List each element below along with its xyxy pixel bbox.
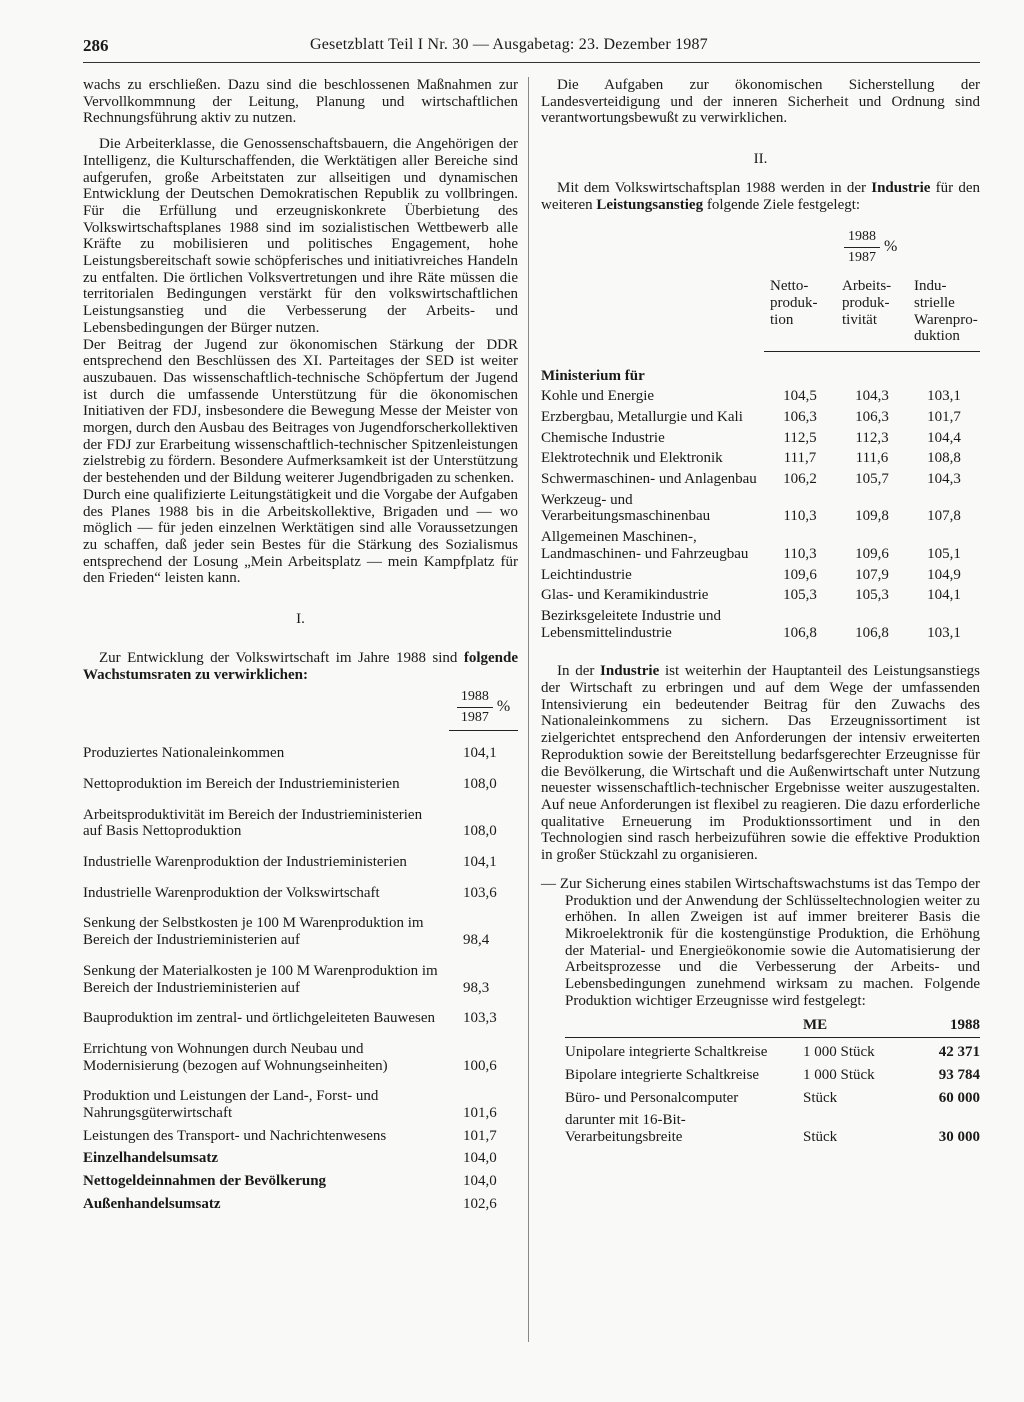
section-heading-ii: II. [753, 151, 768, 168]
ministry-rows [541, 384, 980, 641]
table-row [541, 488, 980, 525]
value-waren: 104,1 [927, 587, 961, 604]
value-netto: 110,3 [783, 545, 817, 562]
table-row [565, 1038, 980, 1061]
table-header-row [83, 689, 518, 731]
paragraph: Die Aufgaben zur ökonomischen Sicherstellung der Landesverteidigung und der inneren Sicherheit und Ordnung sind verantwortungsbewußt zu verwirklichen. [541, 77, 980, 127]
table-row [541, 563, 980, 584]
row-label: Produktion und Leistungen der Land-, Forst- und Nahrungsgüterwirtschaft [83, 1088, 379, 1122]
ratio-header-row [541, 219, 980, 278]
row-label: Werkzeug- und Verarbeitungsmaschinenbau [541, 491, 711, 525]
table-row [83, 871, 518, 902]
product-value: 30 000 [938, 1128, 980, 1145]
group-label: Ministerium für [541, 367, 645, 384]
value-arbeit: 111,6 [855, 450, 889, 467]
products-header-year: 1988 [903, 1017, 980, 1037]
value-waren: 101,7 [927, 408, 961, 425]
row-value: 104,1 [463, 854, 497, 871]
row-label: Produziertes Nationaleinkommen [83, 745, 285, 762]
value-arbeit: 105,3 [855, 587, 889, 604]
row-label: Außenhandelsumsatz [83, 1195, 221, 1212]
table-row [541, 446, 980, 467]
growth-rate-table [83, 689, 518, 1212]
ratio-numerator: 1988 [457, 689, 493, 708]
row-value: 104,0 [463, 1150, 497, 1167]
product-unit: 1 000 Stück [803, 1044, 875, 1061]
percent-sign: % [884, 238, 898, 256]
table-row [541, 525, 980, 562]
value-arbeit: 109,8 [855, 508, 889, 525]
row-label: Bezirksgeleitete Industrie und Lebensmittelindustrie [541, 607, 721, 641]
product-label: Unipolare integrierte Schaltkreise [565, 1044, 768, 1061]
table-row [83, 762, 518, 793]
value-waren: 103,1 [927, 388, 961, 405]
section-heading-i: I. [296, 611, 305, 628]
product-unit: 1 000 Stück [803, 1066, 875, 1083]
intro-bold-text: folgende Wachstumsraten zu verwirklichen: [83, 649, 518, 683]
value-netto: 106,8 [783, 624, 817, 641]
table-row [83, 1122, 518, 1145]
ministry-table [541, 219, 980, 641]
paragraph: Die Arbeiterklasse, die Genossenschaftsbauern, die Angehörigen der Intelligenz, die Kulturschaffenden, die Werktätigen aller Bereiche sind aufgerufen, große Arbeitstaten zur allseitigen und dynamischen Entwicklung der Deutschen Demokratischen Republik zu vollbringen. Für die Erfüllung und erzeugniskonkrete Überbietung des Volkswirtschaftsplanes 1988 sind im sozialistischen Wettbewerb alle Kräfte zu mobilisieren und politisches Engagement, hohe Leistungsbereitschaft sowie schöpferisches und initiativreiches Handeln zu entfalten. Die örtlichen Volksvertretungen und ihre Räte müssen die territorialen Bedingungen verstärkt für den volkswirtschaftlichen Leistungsanstieg und die Verbesserung der Arbeits- und Lebensbedingungen der Bürger nutzen. [83, 136, 518, 336]
page-number: 286 [83, 36, 109, 55]
column-header-waren: Indu- strielle Warenpro- duktion [908, 278, 980, 351]
row-label: Bauproduktion im zentral- und örtlichgeleiteten Bauwesen [83, 1010, 435, 1027]
table-row [83, 901, 518, 948]
value-waren: 107,8 [927, 508, 961, 525]
row-label: Senkung der Materialkosten je 100 M Warenproduktion im Bereich der Industrieministerien auf [83, 962, 438, 996]
table-row [83, 1027, 518, 1074]
value-netto: 105,3 [783, 587, 817, 604]
table-row [541, 426, 980, 447]
product-label: darunter mit 16-Bit-Verarbeitungsbreite [565, 1112, 686, 1145]
column-divider [528, 77, 529, 1342]
ratio-header [449, 689, 518, 731]
table-row [83, 1074, 518, 1121]
row-label: Einzelhandelsumsatz [83, 1150, 219, 1167]
value-arbeit: 106,8 [855, 624, 889, 641]
product-label: Büro- und Personalcomputer [565, 1089, 739, 1106]
row-label: Chemische Industrie [541, 429, 665, 446]
column-header-arbeit: Arbeits- produk- tivität [836, 278, 908, 351]
row-label: Industrielle Warenproduktion der Volkswirtschaft [83, 884, 380, 901]
table-row [565, 1084, 980, 1107]
column-header-netto: Netto- produk- tion [764, 278, 836, 351]
products-header-me: ME [803, 1017, 903, 1037]
row-label: Schwermaschinen- und Anlagenbau [541, 471, 757, 488]
table-row [83, 1144, 518, 1167]
table-row [83, 793, 518, 840]
paragraph: Der Beitrag der Jugend zur ökonomischen Stärkung der DDR entsprechend den Beschlüssen des XI. Parteitages der SED ist weiter auszubauen. Das wissenschaftlich-technische Schöpfertum der Jugend ist durch die umfassende Unterstützung für die ökonomischen Initiativen der FDJ, insbesondere die Bewegung Messe der Meister von morgen, durch den Ausbau des Beitrages von Jugendforscherkollektiven der FDJ zur Erarbeitung wissenschaftlich-technischer Spitzenleistungen zielstrebig zu fördern. Besondere Aufmerksamkeit ist der Unterstützung der bestehenden und der Bildung weiterer Jugendbrigaden zu schenken. [83, 336, 518, 487]
row-label: Leistungen des Transport- und Nachrichtenwesens [83, 1127, 387, 1144]
value-netto: 110,3 [783, 508, 817, 525]
row-value: 101,6 [463, 1105, 497, 1122]
growth-rows [83, 731, 518, 1213]
value-netto: 106,3 [783, 408, 817, 425]
running-title: Gesetzblatt Teil I Nr. 30 — Ausgabetag: 23. Dezember 1987 [310, 36, 708, 53]
row-label: Senkung der Selbstkosten je 100 M Warenproduktion im Bereich der Industrieministerien auf [83, 915, 424, 949]
product-value: 93 784 [938, 1066, 980, 1083]
table-row [565, 1106, 980, 1145]
value-waren: 105,1 [927, 545, 961, 562]
row-label: Industrielle Warenproduktion der Industrieministerien [83, 854, 407, 871]
value-netto: 109,6 [783, 566, 817, 583]
product-value: 42 371 [938, 1044, 980, 1061]
table-row [83, 1167, 518, 1190]
left-column [83, 77, 518, 1213]
table-row [541, 405, 980, 426]
product-unit: Stück [803, 1128, 838, 1145]
value-arbeit: 107,9 [855, 566, 889, 583]
paragraph: Durch eine qualifizierte Leitungstätigkeit und die Vorgabe der Aufgaben des Planes 1988 bis in die Arbeitskollektive, Brigaden und — wo möglich — für jeden einzelnen Werktätigen sind alle Voraussetzungen zu schaffen, daß jeder sein Bestes für die Stärkung des Sozialismus entsprechend der Losung „Mein Arbeitsplatz — mein Kampfplatz für den Frieden“ leisten kann. [83, 486, 518, 587]
product-unit: Stück [803, 1089, 838, 1106]
ratio-denominator: 1987 [460, 710, 489, 726]
column-header-row [541, 278, 980, 351]
table-row [83, 840, 518, 871]
dash-paragraph: — Zur Sicherung eines stabilen Wirtschaftswachstums ist das Tempo der Produktion und der Anwendung der Schlüsseltechnologien weiter zu erhöhen. In allen Zweigen ist auf immer breiterer Basis die Mikroelektronik für die kostengünstige Produktion, die Erhöhung der Material- und Energieökonomie sowie die Automatisierung der Arbeitsprozesse und die Verbesserung der Arbeits- und Lebensbedingungen zunehmend wirksam zu machen. Folgende Produktion wichtiger Erzeugnisse wird festgelegt: [541, 875, 980, 1009]
intro-text: Zur Entwicklung der Volkswirtschaft im Jahre 1988 sind [99, 649, 458, 666]
row-label: Arbeitsproduktivität im Bereich der Industrieministerien auf Basis Nettoproduktion [83, 806, 423, 840]
value-arbeit: 112,3 [855, 429, 889, 446]
table-row [83, 1190, 518, 1213]
value-waren: 103,1 [927, 624, 961, 641]
percent-sign: % [496, 698, 511, 716]
product-rows [565, 1038, 980, 1146]
table-row [541, 384, 980, 405]
row-label: Erzbergbau, Metallurgie und Kali [541, 408, 743, 425]
table-row [541, 467, 980, 488]
row-value: 104,0 [463, 1173, 497, 1190]
value-waren: 104,4 [927, 429, 961, 446]
row-label: Nettoproduktion im Bereich der Industrieministerien [83, 775, 400, 792]
ratio-denominator: 1987 [848, 250, 876, 266]
value-arbeit: 106,3 [855, 408, 889, 425]
row-value: 102,6 [463, 1195, 497, 1212]
row-value: 98,4 [463, 932, 490, 949]
value-netto: 104,5 [783, 388, 817, 405]
row-label: Kohle und Energie [541, 388, 655, 405]
paragraph: In der Industrie ist weiterhin der Hauptanteil des Leistungsanstiegs der Wirtschaft zu erbringen und auf dem Wege der umfassenden Intensivierung ein bedeutender Beitrag für den Zuwachs des Nationaleinkommens zu sichern. Das Erzeugnissortiment ist zielgerichtet entsprechend den Anforderungen der intensiv erweiterten Reproduktion sowie der Bereitstellung bedarfsgerechter Erzeugnisse für die Bevölkerung, die Wirtschaft und die Außenwirtschaft unter Nutzung neuester wissenschaftlich-technischer Ergebnisse weiter auszugestalten. Auf neue Anforderungen ist flexibel zu reagieren. Die dazu erforderliche qualitative Erneuerung im Produktionssortiment und in den Technologien sind rasch herbeizuführen sowie die effektive Produktion in großer Stückzahl zu organisieren. [541, 663, 981, 864]
product-value: 60 000 [938, 1089, 980, 1106]
table-row [541, 583, 980, 604]
product-label: Bipolare integrierte Schaltkreise [565, 1066, 760, 1083]
row-label: Errichtung von Wohnungen durch Neubau und Modernisierung (bezogen auf Wohnungseinheiten) [83, 1040, 388, 1074]
value-waren: 108,8 [927, 450, 961, 467]
products-header-row [565, 1017, 980, 1037]
value-netto: 106,2 [783, 471, 817, 488]
row-value: 100,6 [463, 1057, 497, 1074]
value-netto: 111,7 [783, 450, 817, 467]
table-row [83, 731, 518, 762]
table-row [83, 996, 518, 1027]
row-value: 108,0 [463, 775, 497, 792]
section-intro [83, 650, 518, 683]
products-table [565, 1017, 980, 1145]
row-value: 103,3 [463, 1010, 497, 1027]
value-netto: 112,5 [783, 429, 817, 446]
row-label: Nettogeldeinnahmen der Bevölkerung [83, 1173, 327, 1190]
row-value: 104,1 [463, 745, 497, 762]
row-value: 101,7 [463, 1127, 497, 1144]
row-label: Elektrotechnik und Elektronik [541, 450, 723, 467]
row-value: 103,6 [463, 884, 497, 901]
row-label: Allgemeinen Maschinen-, Landmaschinen- und Fahrzeugbau [541, 529, 749, 562]
section-intro: Mit dem Volkswirtschaftsplan 1988 werden in der Industrie für den weiteren Leistungsanstieg folgende Ziele festgelegt: [541, 179, 981, 213]
row-value: 108,0 [463, 823, 497, 840]
table-row [565, 1061, 980, 1084]
right-column [541, 77, 980, 1146]
page-header [83, 36, 980, 63]
paragraph: wachs zu erschließen. Dazu sind die beschlossenen Maßnahmen zur Vervollkommnung der Leitung, Planung und wirtschaftlichen Rechnungsführung aktiv zu nutzen. [83, 77, 518, 127]
value-arbeit: 109,6 [855, 545, 889, 562]
table-row [541, 604, 980, 641]
ratio-numerator: 1988 [844, 229, 880, 248]
row-label: Glas- und Keramikindustrie [541, 587, 709, 604]
table-row [83, 949, 518, 996]
value-waren: 104,3 [927, 471, 961, 488]
value-arbeit: 104,3 [855, 388, 889, 405]
row-value: 98,3 [463, 979, 490, 996]
value-arbeit: 105,7 [855, 471, 889, 488]
value-waren: 104,9 [927, 566, 961, 583]
row-label: Leichtindustrie [541, 566, 632, 583]
